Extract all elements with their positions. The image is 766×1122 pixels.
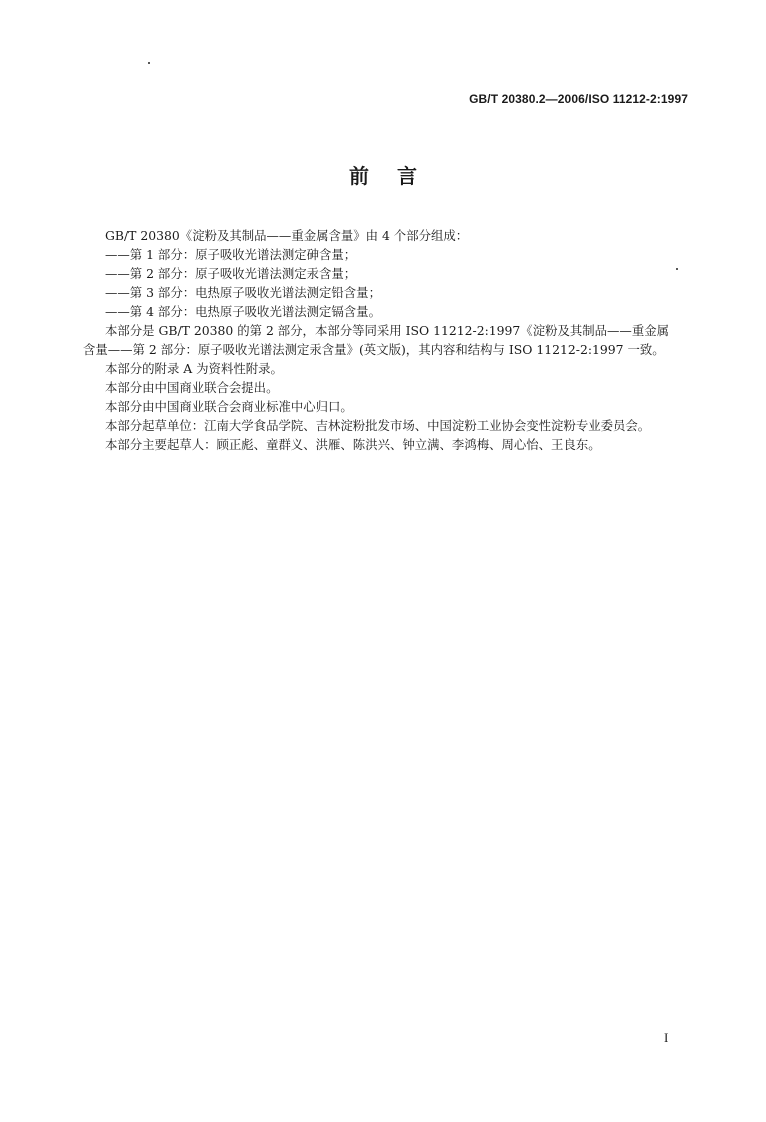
drafting-units-paragraph: 本部分起草单位：江南大学食品学院、吉林淀粉批发市场、中国淀粉工业协会变性淀粉专业委员会。 — [105, 418, 651, 433]
part-list-item: ——第 4 部分：电热原子吸收光谱法测定镉含量。 — [105, 304, 381, 319]
scan-speck — [148, 62, 150, 64]
page-title: 前言 — [349, 164, 445, 188]
foreword-body — [83, 226, 689, 454]
part-list-item: ——第 3 部分：电热原子吸收光谱法测定铅含量； — [105, 285, 381, 300]
standard-number: GB/T 20380.2—2006/ISO 11212-2:1997 — [469, 92, 688, 106]
part-list-item: ——第 1 部分：原子吸收光谱法测定砷含量； — [105, 247, 357, 262]
equivalence-paragraph-line1: 本部分是 GB/T 20380 的第 2 部分，本部分等同采用 ISO 11212-2:1997《淀粉及其制品——重金属 — [105, 323, 669, 338]
intro-paragraph: GB/T 20380《淀粉及其制品——重金属含量》由 4 个部分组成： — [105, 228, 469, 243]
page-number: I — [664, 1030, 669, 1045]
drafters-paragraph: 本部分主要起草人：顾正彪、童群义、洪雁、陈洪兴、钟立满、李鸿梅、周心怡、王良东。 — [105, 437, 601, 452]
proposed-paragraph: 本部分由中国商业联合会提出。 — [105, 380, 279, 395]
part-list-item: ——第 2 部分：原子吸收光谱法测定汞含量； — [105, 266, 357, 281]
annex-paragraph: 本部分的附录 A 为资料性附录。 — [105, 361, 283, 376]
centralized-paragraph: 本部分由中国商业联合会商业标准中心归口。 — [105, 399, 353, 414]
equivalence-paragraph-line2: 含量——第 2 部分：原子吸收光谱法测定汞含量》(英文版)，其内容和结构与 ISO 11212-2:1997 一致。 — [83, 342, 665, 357]
